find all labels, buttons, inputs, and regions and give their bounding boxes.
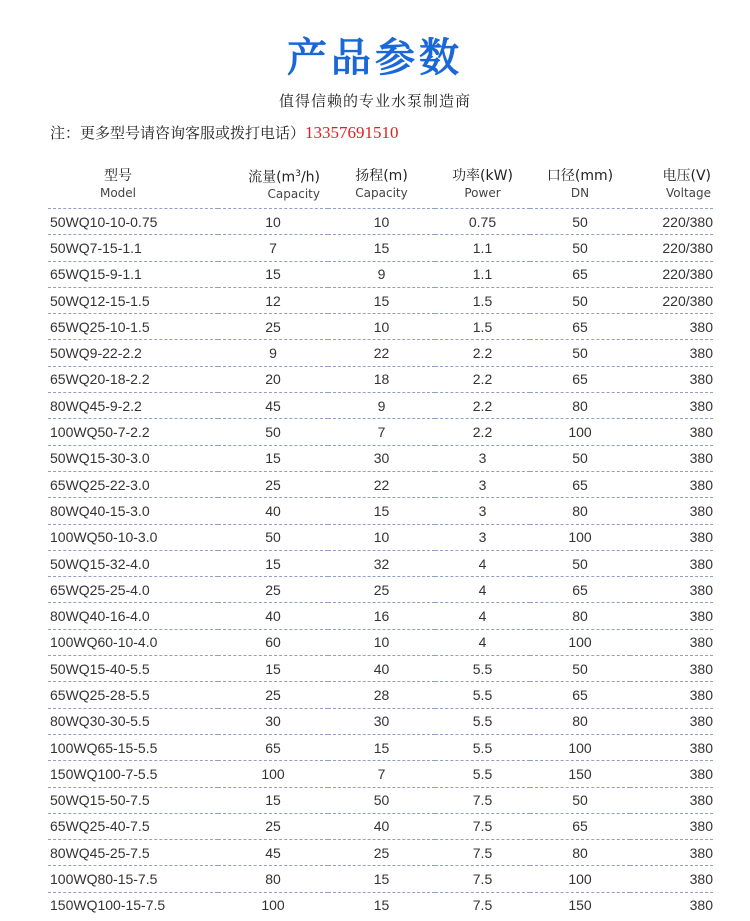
cell-diameter: 50 [530, 287, 630, 313]
cell-capacity: 15 [218, 787, 328, 813]
cell-voltage: 380 [630, 314, 713, 340]
cell-head: 32 [328, 550, 435, 576]
header-flow-zh-sup: 3 [295, 168, 301, 179]
cell-model: 100WQ50-10-3.0 [48, 524, 218, 550]
cell-voltage: 380 [630, 866, 713, 892]
cell-head: 50 [328, 787, 435, 813]
cell-head: 7 [328, 419, 435, 445]
cell-power: 1.5 [435, 314, 530, 340]
cell-power: 4 [435, 629, 530, 655]
header-flow-en: Capacity [267, 187, 320, 202]
cell-head: 40 [328, 656, 435, 682]
cell-voltage: 380 [630, 734, 713, 760]
page-subtitle: 值得信赖的专业水泵制造商 [278, 92, 471, 110]
cell-voltage: 380 [630, 603, 713, 629]
cell-model: 50WQ15-50-7.5 [48, 787, 218, 813]
cell-capacity: 25 [218, 471, 328, 497]
cell-diameter: 150 [530, 892, 630, 918]
cell-capacity: 80 [218, 866, 328, 892]
cell-voltage: 380 [630, 892, 713, 918]
header-voltage [630, 160, 713, 209]
cell-diameter: 80 [530, 840, 630, 866]
cell-model: 50WQ15-40-5.5 [48, 656, 218, 682]
cell-model: 100WQ80-15-7.5 [48, 866, 218, 892]
cell-model: 80WQ30-30-5.5 [48, 708, 218, 734]
header-model [48, 160, 218, 209]
cell-power: 1.1 [435, 261, 530, 287]
table-row [48, 787, 713, 813]
cell-voltage: 380 [630, 471, 713, 497]
header-power [435, 160, 530, 209]
cell-model: 80WQ45-25-7.5 [48, 840, 218, 866]
cell-head: 15 [328, 498, 435, 524]
cell-voltage: 380 [630, 393, 713, 419]
cell-voltage: 220/380 [630, 235, 713, 261]
cell-diameter: 50 [530, 787, 630, 813]
cell-model: 50WQ15-30-3.0 [48, 445, 218, 471]
cell-head: 15 [328, 287, 435, 313]
cell-model: 65WQ25-10-1.5 [48, 314, 218, 340]
cell-power: 3 [435, 524, 530, 550]
cell-head: 40 [328, 813, 435, 839]
cell-voltage: 380 [630, 840, 713, 866]
table-row [48, 550, 713, 576]
cell-voltage: 380 [630, 550, 713, 576]
header-head-en: Capacity [355, 185, 408, 200]
cell-power: 5.5 [435, 761, 530, 787]
cell-head: 18 [328, 366, 435, 392]
table-row [48, 708, 713, 734]
cell-head: 10 [328, 314, 435, 340]
cell-power: 0.75 [435, 209, 530, 235]
cell-voltage: 380 [630, 498, 713, 524]
cell-head: 9 [328, 261, 435, 287]
cell-power: 2.2 [435, 419, 530, 445]
cell-capacity: 50 [218, 524, 328, 550]
cell-power: 4 [435, 603, 530, 629]
cell-power: 5.5 [435, 734, 530, 760]
table-row [48, 892, 713, 918]
cell-capacity: 25 [218, 577, 328, 603]
cell-capacity: 60 [218, 629, 328, 655]
header-model-zh: 型号 [104, 167, 132, 184]
cell-head: 22 [328, 471, 435, 497]
cell-capacity: 20 [218, 366, 328, 392]
table-row [48, 287, 713, 313]
table-row [48, 761, 713, 787]
cell-diameter: 50 [530, 209, 630, 235]
cell-model: 50WQ7-15-1.1 [48, 235, 218, 261]
cell-capacity: 15 [218, 445, 328, 471]
cell-power: 4 [435, 550, 530, 576]
cell-head: 28 [328, 682, 435, 708]
cell-head: 10 [328, 209, 435, 235]
cell-model: 65WQ20-18-2.2 [48, 366, 218, 392]
cell-capacity: 15 [218, 656, 328, 682]
cell-model: 65WQ25-40-7.5 [48, 813, 218, 839]
cell-capacity: 15 [218, 261, 328, 287]
cell-head: 22 [328, 340, 435, 366]
table-row [48, 261, 713, 287]
cell-capacity: 7 [218, 235, 328, 261]
cell-head: 7 [328, 761, 435, 787]
cell-capacity: 12 [218, 287, 328, 313]
cell-diameter: 65 [530, 577, 630, 603]
cell-capacity: 45 [218, 840, 328, 866]
header-power-zh: 功率(kW) [452, 167, 513, 184]
cell-model: 65WQ15-9-1.1 [48, 261, 218, 287]
cell-voltage: 380 [630, 682, 713, 708]
table-row [48, 524, 713, 550]
cell-model: 100WQ60-10-4.0 [48, 629, 218, 655]
table-row [48, 419, 713, 445]
contact-note-text: 注：更多型号请咨询客服或拨打电话） [50, 124, 306, 142]
cell-diameter: 80 [530, 708, 630, 734]
cell-head: 30 [328, 708, 435, 734]
cell-voltage: 380 [630, 524, 713, 550]
cell-capacity: 9 [218, 340, 328, 366]
contact-note [50, 122, 399, 143]
table-row [48, 603, 713, 629]
table-row [48, 235, 713, 261]
table-header-row [48, 160, 713, 209]
table-row [48, 813, 713, 839]
table-row [48, 340, 713, 366]
cell-model: 50WQ10-10-0.75 [48, 209, 218, 235]
cell-power: 3 [435, 498, 530, 524]
cell-power: 1.1 [435, 235, 530, 261]
header-diameter [530, 160, 630, 209]
cell-diameter: 80 [530, 393, 630, 419]
cell-power: 5.5 [435, 656, 530, 682]
page-title: 产品参数 [287, 35, 463, 81]
table-row [48, 471, 713, 497]
cell-model: 150WQ100-7-5.5 [48, 761, 218, 787]
table-row [48, 498, 713, 524]
cell-model: 50WQ15-32-4.0 [48, 550, 218, 576]
cell-power: 5.5 [435, 682, 530, 708]
table-body [48, 209, 713, 919]
header-voltage-zh: 电压(V) [662, 167, 711, 184]
cell-capacity: 10 [218, 209, 328, 235]
cell-voltage: 380 [630, 761, 713, 787]
table-row [48, 866, 713, 892]
contact-phone: 13357691510 [305, 123, 399, 142]
cell-diameter: 65 [530, 261, 630, 287]
cell-diameter: 65 [530, 682, 630, 708]
cell-voltage: 380 [630, 656, 713, 682]
table-row [48, 445, 713, 471]
cell-voltage: 380 [630, 577, 713, 603]
table-row [48, 629, 713, 655]
cell-voltage: 380 [630, 340, 713, 366]
cell-diameter: 80 [530, 603, 630, 629]
table-row [48, 393, 713, 419]
cell-head: 15 [328, 866, 435, 892]
table-row [48, 734, 713, 760]
cell-diameter: 65 [530, 366, 630, 392]
cell-model: 50WQ9-22-2.2 [48, 340, 218, 366]
cell-capacity: 30 [218, 708, 328, 734]
cell-voltage: 380 [630, 708, 713, 734]
cell-voltage: 380 [630, 366, 713, 392]
cell-diameter: 100 [530, 866, 630, 892]
cell-capacity: 40 [218, 603, 328, 629]
cell-model: 150WQ100-15-7.5 [48, 892, 218, 918]
header-diameter-zh: 口径(mm) [546, 167, 614, 184]
cell-head: 10 [328, 629, 435, 655]
product-spec-table [48, 160, 713, 918]
cell-model: 100WQ50-7-2.2 [48, 419, 218, 445]
cell-power: 7.5 [435, 892, 530, 918]
cell-power: 4 [435, 577, 530, 603]
table-row [48, 366, 713, 392]
cell-diameter: 100 [530, 734, 630, 760]
header-flow-zh-post: /h) [300, 169, 320, 186]
cell-diameter: 65 [530, 813, 630, 839]
header-flow-zh [218, 165, 320, 187]
header-head-zh: 扬程(m) [355, 167, 408, 184]
cell-capacity: 15 [218, 550, 328, 576]
cell-capacity: 25 [218, 682, 328, 708]
cell-model: 80WQ45-9-2.2 [48, 393, 218, 419]
table-row [48, 840, 713, 866]
cell-power: 2.2 [435, 340, 530, 366]
cell-power: 5.5 [435, 708, 530, 734]
cell-diameter: 65 [530, 471, 630, 497]
cell-model: 80WQ40-16-4.0 [48, 603, 218, 629]
cell-diameter: 50 [530, 445, 630, 471]
table-row [48, 656, 713, 682]
cell-power: 7.5 [435, 866, 530, 892]
cell-diameter: 50 [530, 550, 630, 576]
cell-diameter: 65 [530, 314, 630, 340]
cell-voltage: 380 [630, 787, 713, 813]
cell-head: 25 [328, 840, 435, 866]
cell-voltage: 380 [630, 445, 713, 471]
cell-model: 65WQ25-28-5.5 [48, 682, 218, 708]
cell-diameter: 50 [530, 656, 630, 682]
cell-diameter: 50 [530, 235, 630, 261]
cell-model: 80WQ40-15-3.0 [48, 498, 218, 524]
table-row [48, 314, 713, 340]
cell-head: 9 [328, 393, 435, 419]
cell-power: 1.5 [435, 287, 530, 313]
cell-diameter: 150 [530, 761, 630, 787]
table-row [48, 209, 713, 235]
cell-capacity: 100 [218, 761, 328, 787]
cell-voltage: 220/380 [630, 261, 713, 287]
cell-power: 2.2 [435, 366, 530, 392]
cell-head: 30 [328, 445, 435, 471]
cell-voltage: 380 [630, 629, 713, 655]
cell-diameter: 100 [530, 524, 630, 550]
cell-capacity: 100 [218, 892, 328, 918]
header-diameter-en: DN [570, 185, 590, 200]
cell-diameter: 100 [530, 419, 630, 445]
cell-voltage: 220/380 [630, 287, 713, 313]
cell-power: 7.5 [435, 840, 530, 866]
cell-power: 7.5 [435, 813, 530, 839]
cell-capacity: 25 [218, 314, 328, 340]
cell-power: 2.2 [435, 393, 530, 419]
cell-capacity: 50 [218, 419, 328, 445]
cell-model: 65WQ25-22-3.0 [48, 471, 218, 497]
cell-voltage: 380 [630, 813, 713, 839]
cell-power: 7.5 [435, 787, 530, 813]
header-flow-zh-pre: 流量(m [248, 169, 296, 186]
cell-diameter: 50 [530, 340, 630, 366]
cell-head: 16 [328, 603, 435, 629]
cell-capacity: 25 [218, 813, 328, 839]
cell-power: 3 [435, 445, 530, 471]
cell-voltage: 380 [630, 419, 713, 445]
cell-head: 25 [328, 577, 435, 603]
cell-head: 15 [328, 892, 435, 918]
header-model-en: Model [99, 185, 137, 200]
cell-diameter: 80 [530, 498, 630, 524]
cell-diameter: 100 [530, 629, 630, 655]
cell-model: 50WQ12-15-1.5 [48, 287, 218, 313]
cell-head: 10 [328, 524, 435, 550]
table-row [48, 682, 713, 708]
cell-capacity: 40 [218, 498, 328, 524]
table-row [48, 577, 713, 603]
header-power-en: Power [464, 185, 501, 200]
header-voltage-en: Voltage [665, 185, 711, 200]
cell-model: 100WQ65-15-5.5 [48, 734, 218, 760]
cell-capacity: 65 [218, 734, 328, 760]
header-head [328, 160, 435, 209]
header-flow [218, 160, 328, 209]
cell-voltage: 220/380 [630, 209, 713, 235]
cell-head: 15 [328, 235, 435, 261]
cell-capacity: 45 [218, 393, 328, 419]
cell-head: 15 [328, 734, 435, 760]
cell-power: 3 [435, 471, 530, 497]
cell-model: 65WQ25-25-4.0 [48, 577, 218, 603]
